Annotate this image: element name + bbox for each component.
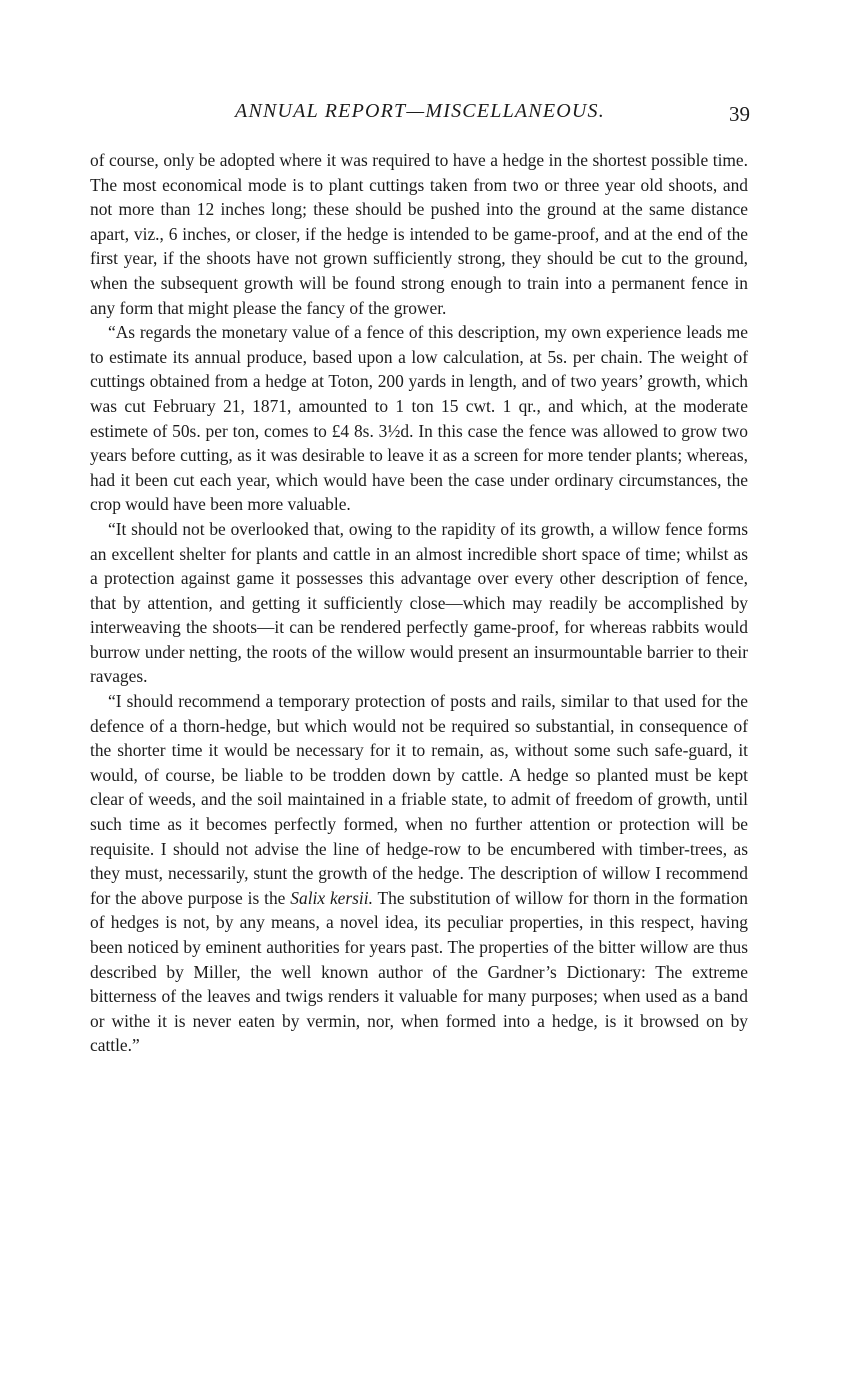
body-text: [90, 148, 748, 1058]
running-head: [90, 100, 750, 132]
paragraph-protection: [90, 689, 748, 1058]
paragraph-protection-text-before: “I should recommend a temporary protection of posts and rails, similar to that used for the defence of a thorn-hedge, but which would not be required so substantial, in consequence of the shorter time it would be necessary for it to remain, as, without some such safe-guard, it would, of course, be liable to be trodden down by cattle. A hedge so planted must be kept clear of weeds, and the soil maintained in a friable state, to admit of freedom of growth, until such time as it becomes perfectly formed, when no further attention or protection will be requisite. I should not advise the line of hedge-row to be encumbered with timber-trees, as they must, necessarily, stunt the growth of the hedge. The description of willow I recommend for the above purpose is the: [90, 691, 748, 908]
paragraph-continuation: of course, only be adopted where it was required to have a hedge in the shortest possible time. The most economical mode is to plant cuttings taken from two or three year old shoots, and not more than 12 inches long; these should be pushed into the ground at the same distance apart, viz., 6 inches, or closer, if the hedge is intended to be game-proof, and at the end of the first year, if the shoots have not grown sufficiently strong, they should be cut to the ground, when the subsequent growth will be found strong enough to train into a permanent fence in any form that might please the fancy of the grower.: [90, 150, 748, 318]
paragraph-shelter: “It should not be overlooked that, owing to the rapidity of its growth, a willow fence forms an excellent shelter for plants and cattle in an almost incredible short space of time; whilst as a protection against game it possesses this advantage over every other description of fence, that by attention, and getting it sufficiently close—which may readily be accomplished by interweaving the shoots—it can be rendered perfectly game-proof, for whereas rabbits would burrow under netting, the roots of the willow would present an insurmountable barrier to their ravages.: [90, 518, 748, 687]
species-name: Salix kersii.: [290, 887, 373, 908]
paragraph-protection-text-after: The substitution of willow for thorn in the formation of hedges is not, by any means, a novel idea, its peculiar properties, in this respect, having been noticed by eminent authorities for years past. The properties of the bitter willow are thus described by Miller, the well known author of the Gardner’s Dictionary: The extreme bitterness of the leaves and twigs renders it valuable for many purposes; when used as a band or withe it is never eaten by vermin, nor, when formed into a hedge, is it browsed on by cattle.”: [90, 887, 748, 1056]
page-number: 39: [729, 102, 750, 126]
running-title: ANNUAL REPORT—MISCELLANEOUS.: [235, 100, 605, 122]
paragraph-monetary-value: “As regards the monetary value of a fence of this description, my own experience leads me to estimate its annual produce, based upon a low calculation, at 5s. per chain. The weight of cuttings obtained from a hedge at Toton, 200 yards in length, and of two years’ growth, which was cut February 21, 1871, amounted to 1 ton 15 cwt. 1 qr., and which, at the moderate estimete of 50s. per ton, comes to £4 8s. 3½d. In this case the fence was allowed to grow two years before cutting, as it was desirable to leave it as a screen for more tender plants; whereas, had it been cut each year, which would have been the case under ordinary circumstances, the crop would have been more valuable.: [90, 322, 748, 515]
